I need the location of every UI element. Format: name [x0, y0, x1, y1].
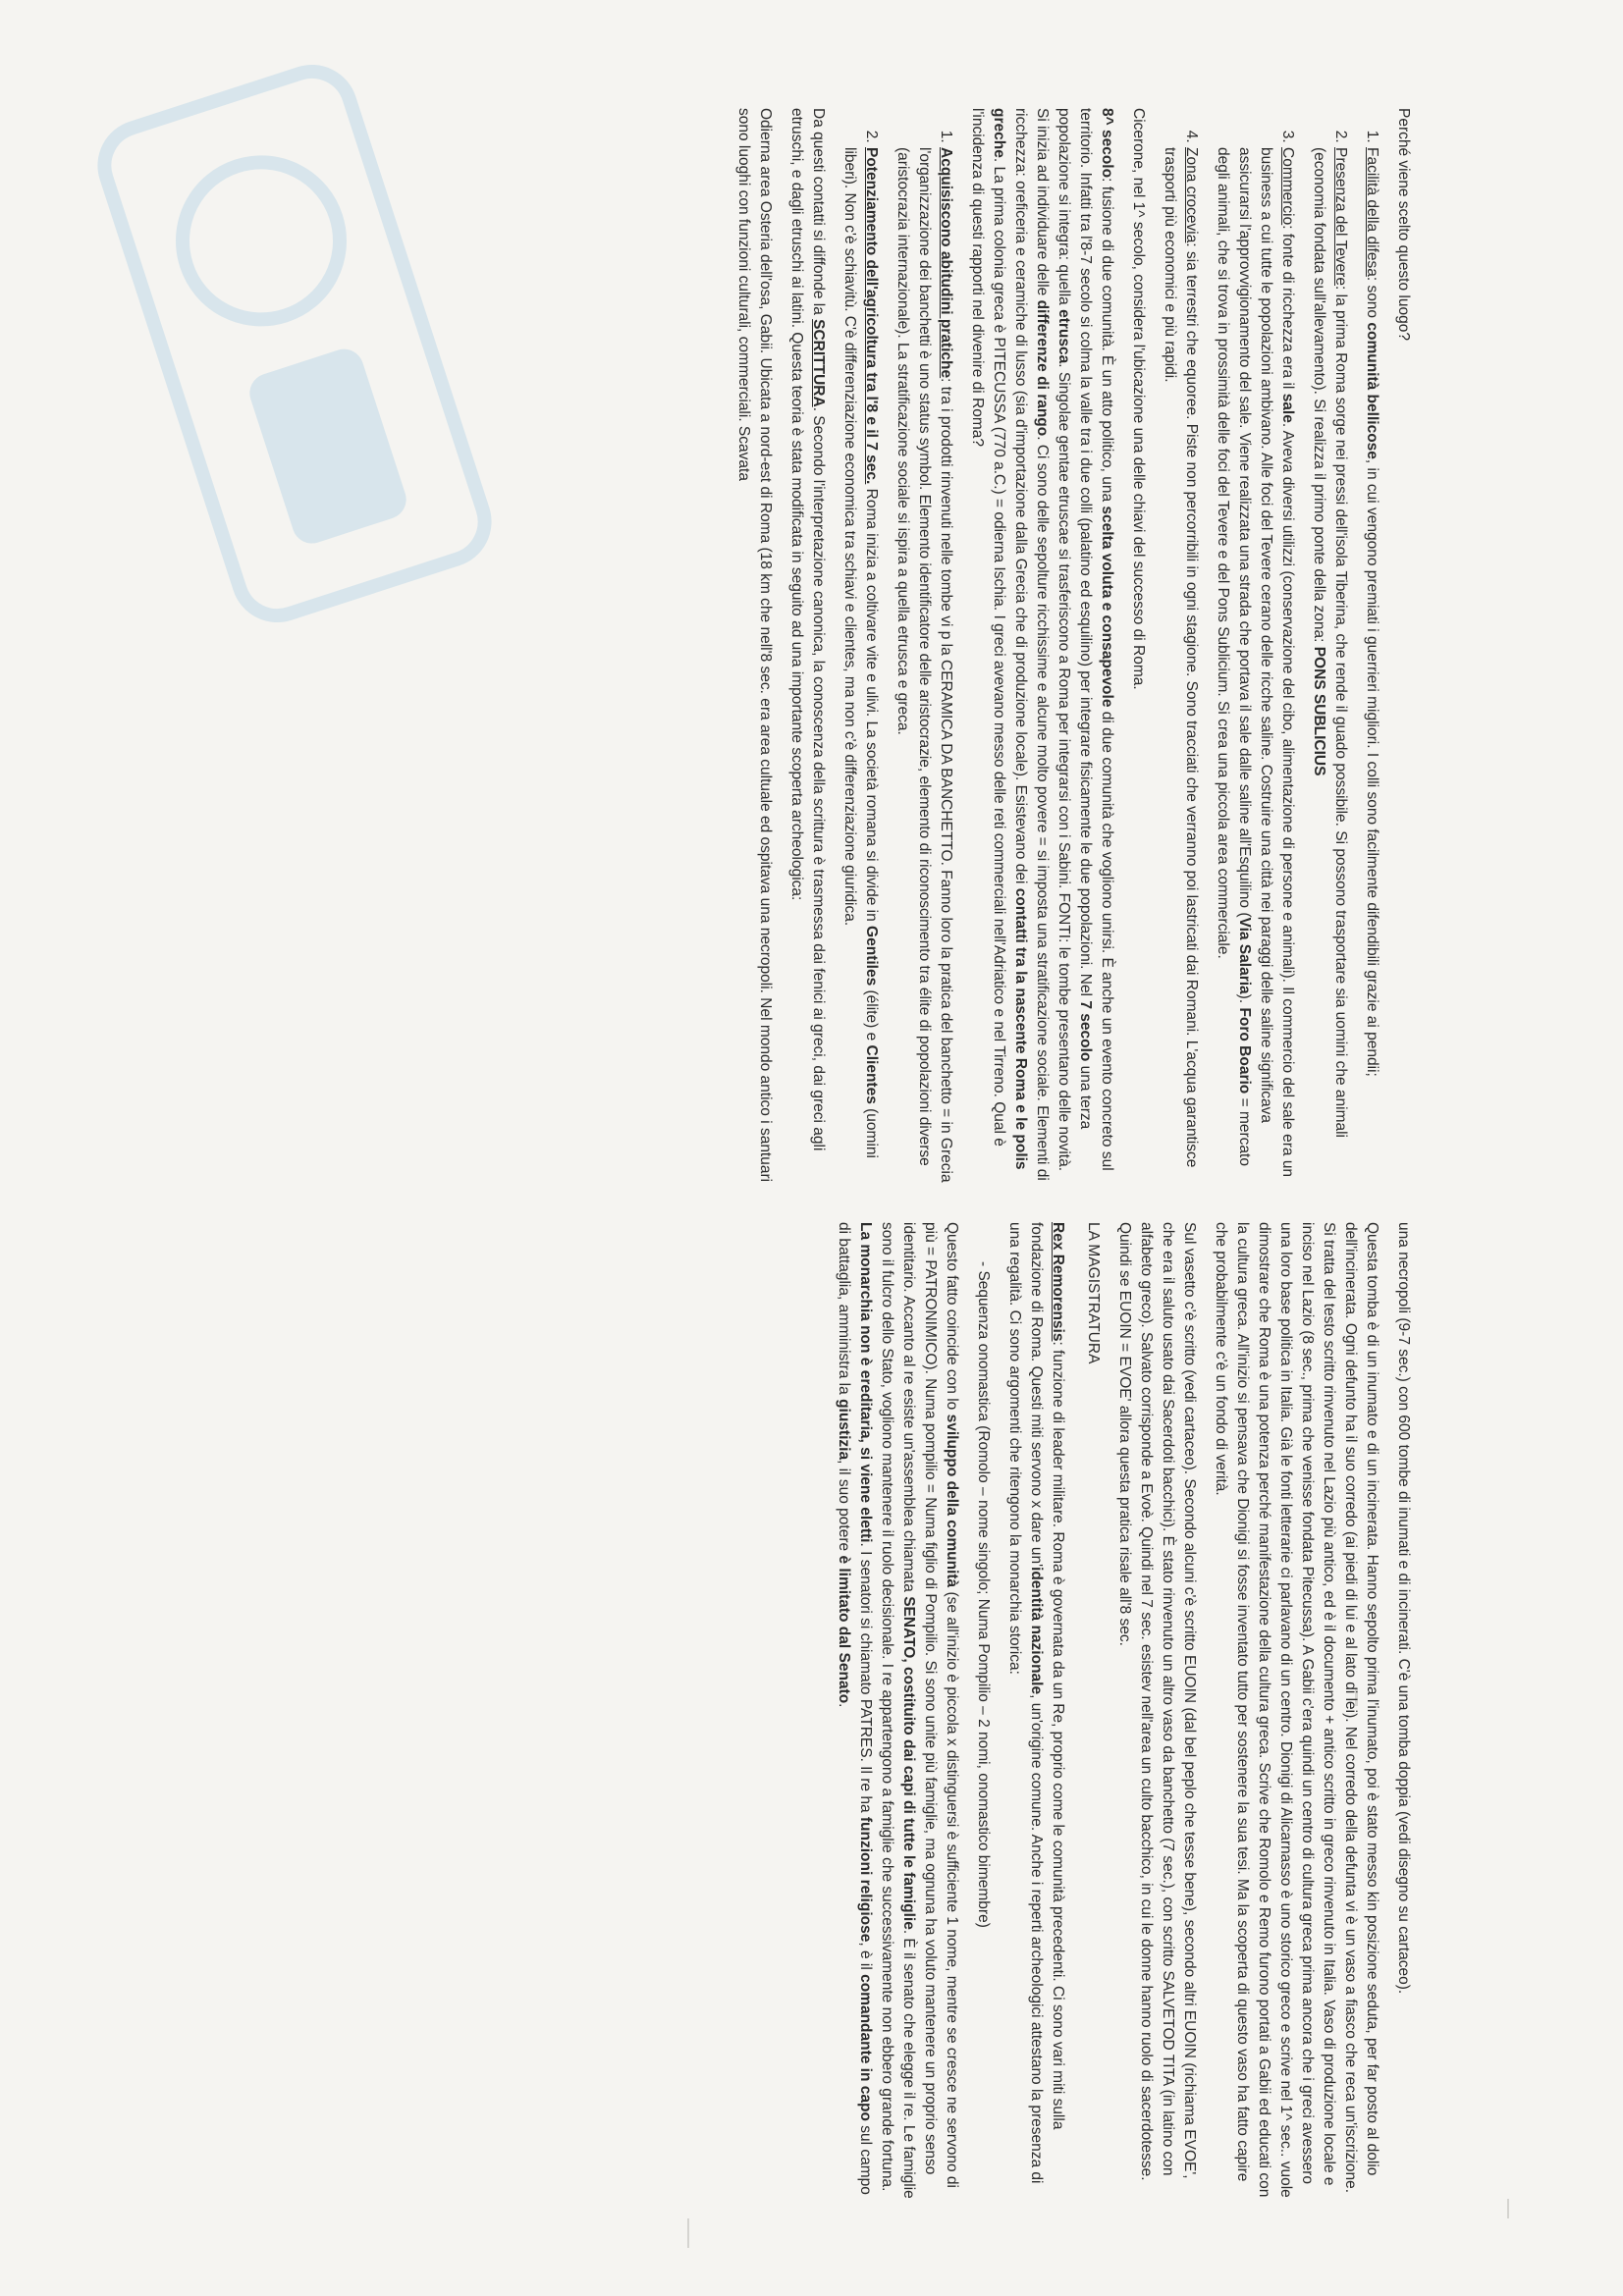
scan-mark [687, 2218, 689, 2248]
necropolis-paragraph: una necropoli (9-7 sec.) con 600 tombe di inumati e di incinerati. C'è una tomba doppia (vedi disegno su cartaceo). [1395, 1222, 1412, 1995]
writing-paragraph: Da questi contatti si diffonde la SCRITTURA. Secondo l'interpretazione canonica, la conoscenza della scrittura è trasmessa dai fenici ai greci, dai greci agli etruschi, e dagli etruschi ai latini. Questa teoria è stata modificata in seguito ad una importante scoperta archeologica: [788, 108, 827, 1151]
question-line: Perché viene scelto questo luogo? [1395, 108, 1412, 341]
reason-commerce: 3. Commercio: fonte di ricchezza era il sale. Aveva diversi utilizzi (conservazione del cibo, alimentazione di persone e animali). Il commercio del sale era un business a cui tutte le popolazioni ambivano. Alle foci del Tevere cerano delle ricche saline. Costruire una città nei paraggi delle saline significava assicurarsi l'approvvigionamento del sale. Viene realizzata una strada che portava il sale dalle saline all'Esquilino (Via Salaria). Foro Boario = mercato degli animali, che si trova in prossimità delle foci del Tevere e del Pons Sublicium. Si crea una piccola area commerciale. [1212, 147, 1298, 1188]
reason-defense: 1. Facilità della difesa: sono comunità bellicose, in cui vengono premiati i guerrieri migliori. I colli sono facilmente difendibili grazie ai pendii; [1361, 147, 1382, 1188]
reason-crossroads: 4. Zona crocevia: sia terrestri che equoree. Piste non percorribili in ogni stagione. Sono tracciati che verranno poi lastricati dai Romani. L'acqua garantisce trasporti più economici e più rapidi. [1159, 147, 1202, 1188]
consequence-agriculture: 2. Potenziamento dell'agricoltura tra l'8 e il 7 sec. Roma inizia a coltivare vite e ulivi. La società romana si divide in Gentiles (élite) e Clientes (uomini liberi). Non c'è schiavitù. C'è differenziazione economica tra schiavi e clientes, ma non c'è differenziazione giuridica. [839, 147, 882, 1188]
gabii-paragraph: Odierna area Osteria dell'osa, Gabii. Ubicata a nord-est di Roma (18 km che nell'8 sec. era area cultuale ed ospitava una necropoli. Nel mondo antico i santuari sono luoghi con funzioni culturali, commerciali. Scavata [735, 108, 774, 1183]
tomb-paragraph: Questa tomba è di un inumato e di un incinerata. Hanno sepolto prima l'inumato, poi è stato messo kin posizione seduta, per far posto al dolio dell'incinerata. Ogni defunto ha il suo corredo (ai piedi di lui e al lato di lei). Nel corredo della defunta vi è un vaso a fiasco che reca un'iscrizione. Si tratta del testo scritto rinvenuto nel Lazio più antico, ed è il documento + antico scritto in greco rinvenuto in Italia. Vaso di produzione locale e inciso nel Lazio (8 sec., prima che venisse fondata Pitecussa). A Gabii c'era quindi un centro di cultura greca prima ancora che i greci avessero una loro base politica in Italia. Già le fonti letterarie ci parlavano di un centro. Dionigi di Alicarnasso è uno storico greco e scrive nel 1^ sec.. vuole dimostrare che Roma è una potenza perché manifestazione della cultura greca. Scrive che Romolo e Remo furono portati a Gabii ed educati con la cultura greca. All'inizio si pensava che Dionigi si fosse inventato tutto per sostenere la sua tesi. Ma la scoperta di questo vaso ha fatto capire che probabilmente c'è un fondo di verità. [1213, 1222, 1380, 2198]
rex-paragraph: Rex Remorensis: funzione di leader militare. Roma è governata da un Re, proprio come le comunità precedenti. Ci sono vari miti sulla fondazione di Roma. Questi miti servono x dare un'identità nazionale, un'origine comune. Anche i reperti archeologici attestano la presenza di una regalità. Ci sono argomenti che ritengono la monarchia storica: [1006, 1222, 1066, 2184]
consequences-list [839, 108, 956, 1188]
cicerone-paragraph: Cicerone, nel 1^ secolo, considera l'ubicazione una delle chiavi del successo di Roma. [1130, 108, 1147, 690]
reason-tiber: 2. Presenza del Tevere: la prima Roma sorge nei pressi dell'isola Tiberina, che rende il guado possibile. Si possono trasportare sia uomini che animali (economia fondata sull'allevamento). Si realizza il primo ponte della zona: PONS SUBLICIUS [1308, 147, 1351, 1188]
reasons-list [1159, 108, 1382, 1188]
text-column-top [723, 108, 1414, 1188]
onomastic-item: - Sequenza onomastica (Romolo – nome singolo; Numa Pompilio – 2 nomi, onomastico bimembre) [975, 1261, 992, 1928]
scan-mark [1507, 2199, 1509, 2218]
consequence-habits: 1. Acquisiscono abitudini pratiche: tra i prodotti rinvenuti nelle tombe vi p la CERAMICA DA BANCHETTO. Fanno loro la pratica del banchetto = in Grecia l'organizzazione dei banchetti è uno status symbol. Elemento identificatore delle aristocrazie, elemento di riconoscimento tra élite di popolazioni diverse (aristocrazia internazionale). La stratificazione sociale si ispira a quella etrusca e greca. [892, 147, 956, 1188]
senate-paragraph: Questo fatto coincide con lo sviluppo della comunità (se all'inizio è piccola x distinguersi è sufficiente 1 nome, mentre se cresce ne servono di più = PATRONIMICO). Numa pompilio = Numa figlio di Pompilio. Si sono unite più famiglie, ma ognuna ha voluto mantenere un proprio senso identitario. Accanto al re esiste un'assemblea chiamata SENATO, costituito dai capi di tutte le famiglie. È il senato che elegge il re. Le famiglie sono il fulcro dello Stato, vogliono mantenere il ruolo decisionale. I re appartengono a famiglie che successivamente non ebbero grande fortuna. La monarchia non è ereditaria, si viene eletti. I senatori si chiamato PATRES. Il re ha funzioni religiose, è il comandante in capo sul campo di battaglia, amministra la giustizia, il suo potere è limitato dal Senato. [836, 1222, 960, 2199]
watermark-logo [70, 36, 519, 650]
text-column-bottom [823, 1222, 1414, 2204]
vase-paragraph: Sul vasetto c'è scritto (vedi cartaceo). Secondo alcuni c'è scritto EUOIN (dal bel peplo che tesse bene), secondo altri EUOIN (richiama EVOE', che era il saluto usato dai Sacerdoti bacchici). È stato rinvenuto un altro vaso da banchetto (7 sec.), con scritto SALVETOD TITA (in latino con alfabeto greco). Salvato corrisponde a Evoè. Quindi nel 7 sec. esistev nell'area un culto bacchico, in cui le donne hanno ruolo di sacerdotesse. Quindi se EUOIN = EVOE' allora questa pratica risale all'8 sec. [1116, 1222, 1198, 2181]
eighth-century-paragraph: 8^ secolo: fusione di due comunità. È un atto politico, una scelta voluta e consapevole di due comunità che vogliono unirsi. È anche un evento concreto sul territorio. Infatti tra l'8-7 secolo si colma la valle tra i due colli (palatino ed esquilino) per integrare fisicamente le due popolazioni. Nel 7 secolo una terza popolazione si integra: quella etrusca. Singolae gentae etruscae si trasferiscono a Roma per integrarsi con i Sabini. FONTI: le tombe presentano delle novità. Si inizia ad individuare delle differenze di rango. Ci sono delle sepolture ricchissime e alcune molto povere = si imposta una stratificazione sociale. Elementi di ricchezza: oreficeria e ceramiche di lusso (sia d'importazione dalla Grecia che di produzione locale). Esistevano dei contatti tra la nascente Roma e le polis greche. La prima colonia greca è PITECUSSA (770 a.C.) = odierna Ischia. I greci avevano messo delle reti commerciali nell'Adriatico e nel Tirreno. Qual è l'incidenza di questi rapporti nel divenire di Roma? [969, 108, 1115, 1181]
section-heading: LA MAGISTRATURA [1085, 1222, 1102, 1364]
